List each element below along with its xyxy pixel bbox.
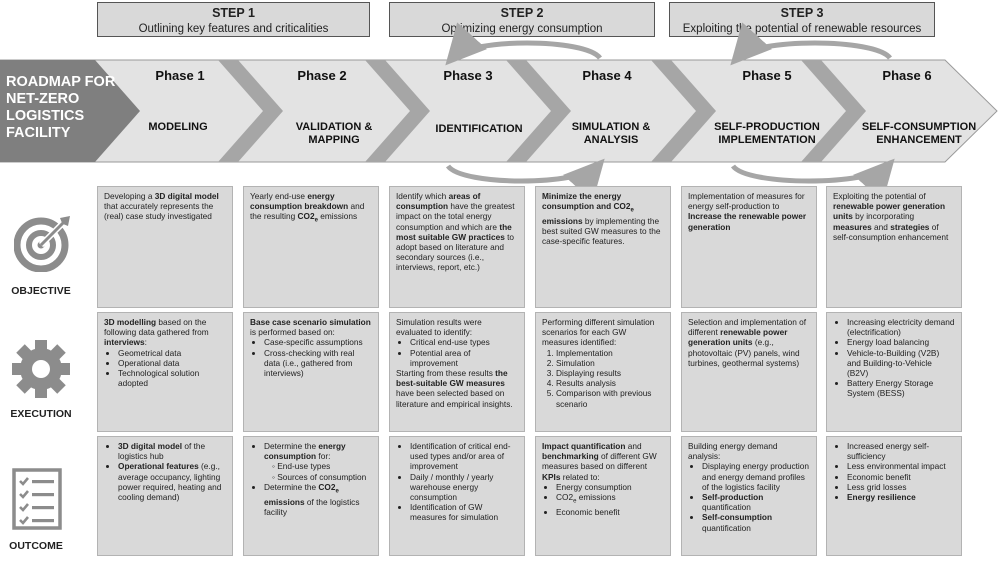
objective-phase-3: Identify which areas of consumption have the greatest impact on the total energy consumption and which are the most suitable GW practices to adopt based on literature and secondary sources (i.e., interviews, report, etc.) bbox=[389, 186, 525, 308]
phase-1-number: Phase 1 bbox=[155, 68, 205, 83]
list-item: • Identification of critical end-used types and/or area of improvement bbox=[410, 441, 518, 472]
objective-phase-4: Minimize the energy consumption and $CO2_e$ emissions by implementing the best suited GW measures to the case-specific features. bbox=[535, 186, 671, 308]
list-item: • Operational features (e.g., average occupancy, lighting power required, heating and cooling demand) bbox=[118, 461, 226, 502]
phase-4-name: SIMULATION & ANALYSIS bbox=[571, 121, 651, 146]
step-3-subtitle: Exploiting the potential of renewable resources bbox=[682, 22, 922, 35]
cycle-arrow-top-2 bbox=[452, 43, 600, 58]
phase-6-name: SELF-CONSUMPTION ENHANCEMENT bbox=[861, 121, 977, 146]
list-item: • 3D digital model of the logistics hub bbox=[118, 441, 226, 461]
list-item: 1. Implementation bbox=[556, 348, 664, 358]
execution-phase-4: Performing different simulation scenarios for each GW measures identified: 1. Implementation 2. Simulation 3. Displaying results 4. Results analysis 5. Comparison with previous scenario bbox=[535, 312, 671, 432]
gear-icon bbox=[10, 338, 72, 400]
list-item: • Vehicle-to-Building (V2B) and Building-to-Vehicle (B2V) bbox=[847, 348, 955, 379]
step-3-title: STEP 3 bbox=[780, 6, 824, 20]
objective-phase-5: Implementation of measures for energy self-production to Increase the renewable power generation bbox=[681, 186, 817, 308]
phase-1-name: MODELING bbox=[148, 121, 208, 133]
list-item: • Cross-checking with real data (i.e., gathered from interviews) bbox=[264, 348, 372, 379]
list-item: • Less grid losses bbox=[847, 482, 955, 492]
list-item: • Energy load balancing bbox=[847, 337, 955, 347]
objective-phase-6: Exploiting the potential of renewable power generation units by incorporating measures and strategies of self-consumption enhancement bbox=[826, 186, 962, 308]
list-item: • Determine the energy consumption for: ◦ End-use types ◦ Sources of consumption bbox=[264, 441, 372, 482]
execution-phase-3: Simulation results were evaluated to identify: • Critical end-use types • Potential area of improvement Starting from these results the best-suitable GW measures have been selected based on literature and empirical insights. bbox=[389, 312, 525, 432]
list-item: • Potential area of improvement bbox=[410, 348, 518, 368]
list-item: • Case-specific assumptions bbox=[264, 337, 372, 347]
step-2-subtitle: Optimizing energy consumption bbox=[441, 22, 603, 35]
objective-phase-1: Developing a 3D digital model that accurately represents the (real) case study investigated bbox=[97, 186, 233, 308]
step-2-title: STEP 2 bbox=[500, 6, 544, 20]
outcome-label: OUTCOME bbox=[9, 540, 63, 552]
outcome-phase-4: Impact quantification and benchmarking of different GW measures based on different KPIs related to: • Energy consumption • $CO2_e$ emissions • Economic benefit bbox=[535, 436, 671, 556]
execution-label: EXECUTION bbox=[10, 408, 72, 420]
execution-phase-6 bbox=[826, 312, 962, 432]
cycle-arrow-bottom-2 bbox=[448, 166, 598, 181]
list-item: • Geometrical data bbox=[118, 348, 226, 358]
list-item: • Energy resilience bbox=[847, 492, 955, 502]
list-item: • Energy consumption bbox=[556, 482, 664, 492]
list-item: 2. Simulation bbox=[556, 358, 664, 368]
list-item: 4. Results analysis bbox=[556, 378, 664, 388]
phase-3-number: Phase 3 bbox=[443, 68, 493, 83]
phase-2-name: VALIDATION & MAPPING bbox=[295, 121, 373, 146]
outcome-phase-3 bbox=[389, 436, 525, 556]
list-item: 3. Displaying results bbox=[556, 368, 664, 378]
phase-2-number: Phase 2 bbox=[297, 68, 347, 83]
phase-5-number: Phase 5 bbox=[742, 68, 792, 83]
outcome-phase-1 bbox=[97, 436, 233, 556]
checklist-icon bbox=[12, 468, 62, 530]
list-item: • Technological solution adopted bbox=[118, 368, 226, 388]
phase-5-name: SELF-PRODUCTION IMPLEMENTATION bbox=[714, 121, 820, 146]
outcome-phase-6 bbox=[826, 436, 962, 556]
objective-label: OBJECTIVE bbox=[11, 285, 71, 297]
step-1-title: STEP 1 bbox=[212, 6, 255, 20]
list-item: • Less environmental impact bbox=[847, 461, 955, 471]
execution-phase-2: Base case scenario simulation is performed based on: • Case-specific assumptions • Cross-checking with real data (i.e., gathered from interviews) bbox=[243, 312, 379, 432]
list-item: • Operational data bbox=[118, 358, 226, 368]
roadmap-banner bbox=[0, 0, 998, 190]
phase-4-number: Phase 4 bbox=[582, 68, 632, 83]
execution-phase-1: 3D modelling based on the following data gathered from interviews: • Geometrical data • Operational data • Technological solution adopted bbox=[97, 312, 233, 432]
list-item: • $CO2_e$ emissions bbox=[556, 492, 664, 507]
list-item: • Battery Energy Storage System (BESS) bbox=[847, 378, 955, 398]
list-item: • Self-production quantification bbox=[702, 492, 810, 512]
list-item: • Economic benefit bbox=[556, 507, 664, 517]
roadmap-title: ROADMAP FOR NET-ZERO LOGISTICS FACILITY bbox=[6, 74, 116, 141]
target-icon bbox=[14, 212, 74, 272]
list-item: • Increased energy self-sufficiency bbox=[847, 441, 955, 461]
list-item: • Increasing electricity demand (electrification) bbox=[847, 317, 955, 337]
outcome-phase-5: Building energy demand analysis: • Displaying energy production and energy demand profiles of the logistics facility • Self-production quantification • Self-consumption quantification bbox=[681, 436, 817, 556]
list-item: ◦ Sources of consumption bbox=[272, 472, 372, 482]
list-item: • Economic benefit bbox=[847, 472, 955, 482]
list-item: • Identification of GW measures for simulation bbox=[410, 502, 518, 522]
list-item: • Critical end-use types bbox=[410, 337, 518, 347]
phase-3-name: IDENTIFICATION bbox=[435, 123, 523, 135]
phase-6-number: Phase 6 bbox=[882, 68, 932, 83]
list-item: 5. Comparison with previous scenario bbox=[556, 388, 664, 408]
execution-phase-5: Selection and implementation of different renewable power generation units (e.g., photovoltaic (PV) panels, wind turbines, geothermal systems) bbox=[681, 312, 817, 432]
list-item: • Daily / monthly / yearly warehouse energy consumption bbox=[410, 472, 518, 503]
objective-phase-2: Yearly end-use energy consumption breakdown and the resulting $CO2_e$ emissions bbox=[243, 186, 379, 308]
list-item: • Self-consumption quantification bbox=[702, 512, 810, 532]
list-item: ◦ End-use types bbox=[272, 461, 372, 471]
cycle-arrow-bottom-3 bbox=[733, 166, 888, 181]
step-1-subtitle: Outlining key features and criticalities bbox=[138, 22, 329, 35]
outcome-phase-2 bbox=[243, 436, 379, 556]
list-item: • Determine the $CO2_e$ emissions of the logistics facility bbox=[264, 482, 372, 517]
cycle-arrow-top-3 bbox=[737, 43, 890, 58]
list-item: • Displaying energy production and energy demand profiles of the logistics facility bbox=[702, 461, 810, 492]
